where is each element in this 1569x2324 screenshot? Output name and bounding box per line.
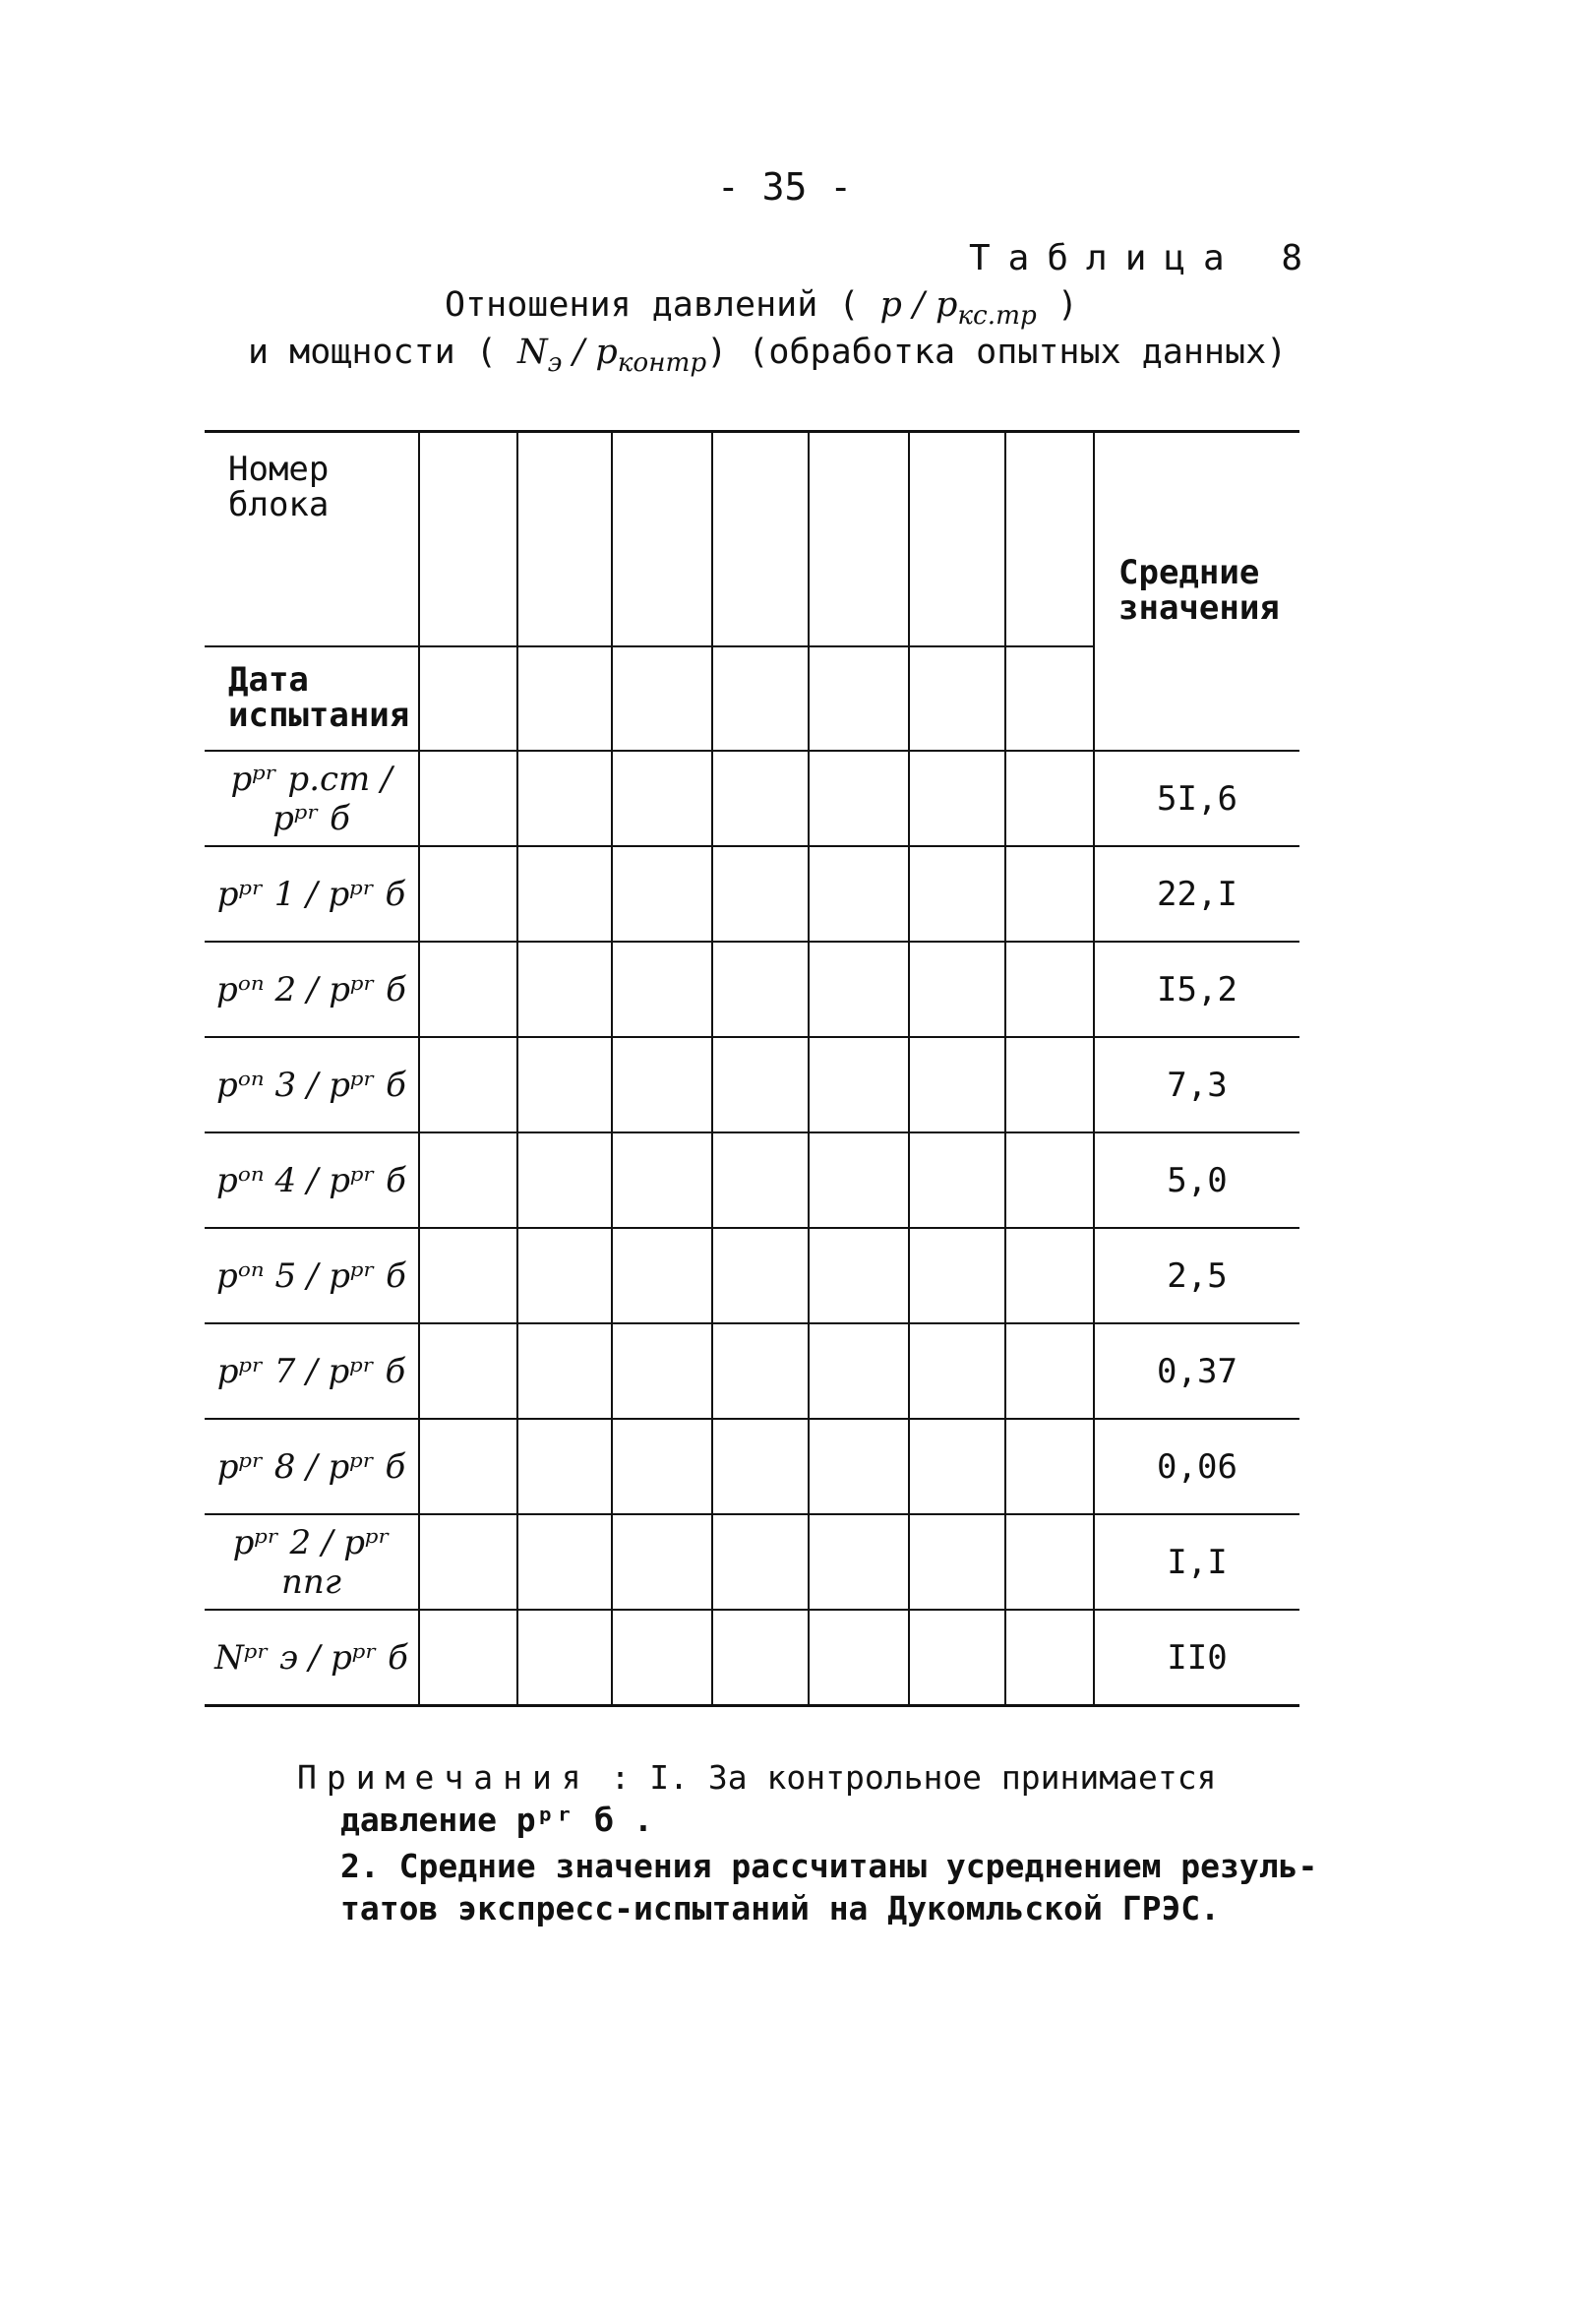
empty-cell	[712, 1419, 809, 1514]
empty-cell	[419, 1419, 517, 1514]
row-parameter: pᵒⁿ 2 / pᵖʳ б	[205, 942, 419, 1037]
row-parameter: pᵒⁿ 4 / pᵖʳ б	[205, 1132, 419, 1228]
empty-cell	[419, 1323, 517, 1419]
empty-cell	[612, 432, 712, 647]
empty-cell	[517, 432, 612, 647]
empty-cell	[909, 942, 1005, 1037]
empty-cell	[1005, 1228, 1094, 1323]
row-parameter: pᵖʳ 8 / pᵖʳ б	[205, 1419, 419, 1514]
empty-cell	[612, 751, 712, 846]
table-row	[205, 942, 1299, 1037]
table-row	[205, 751, 1299, 846]
header-row-block	[205, 432, 1299, 647]
empty-cell	[712, 1610, 809, 1706]
empty-cell	[809, 1323, 909, 1419]
row-average-value: 0,37	[1094, 1323, 1299, 1419]
table-row	[205, 1323, 1299, 1419]
empty-cell	[419, 1514, 517, 1610]
empty-cell	[712, 1037, 809, 1132]
empty-cell	[419, 1132, 517, 1228]
empty-cell	[612, 1037, 712, 1132]
row-parameter: pᵒⁿ 3 / pᵖʳ б	[205, 1037, 419, 1132]
empty-cell	[419, 846, 517, 942]
row-average-value: 5,0	[1094, 1132, 1299, 1228]
empty-cell	[909, 846, 1005, 942]
table-label: Таблица 8	[969, 238, 1321, 278]
caption-formula-subscript: контр	[617, 348, 707, 378]
empty-cell	[712, 1132, 809, 1228]
empty-cell	[1005, 751, 1094, 846]
empty-cell	[809, 432, 909, 647]
empty-cell	[419, 1228, 517, 1323]
empty-cell	[809, 1610, 909, 1706]
empty-cell	[909, 1514, 1005, 1610]
empty-cell	[712, 942, 809, 1037]
empty-cell	[517, 1419, 612, 1514]
empty-cell	[909, 646, 1005, 751]
empty-cell	[712, 846, 809, 942]
empty-cell	[612, 646, 712, 751]
note-1-text: : I. За контрольное принимается	[610, 1758, 1217, 1797]
empty-cell	[517, 1514, 612, 1610]
empty-cell	[909, 1037, 1005, 1132]
empty-cell	[1005, 646, 1094, 751]
data-table	[205, 430, 1299, 1707]
empty-cell	[1005, 1514, 1094, 1610]
empty-cell	[809, 942, 909, 1037]
empty-cell	[612, 1323, 712, 1419]
empty-cell	[1005, 1419, 1094, 1514]
empty-cell	[517, 846, 612, 942]
caption-formula: p / p	[879, 285, 958, 325]
empty-cell	[1005, 1132, 1094, 1228]
empty-cell	[419, 942, 517, 1037]
empty-cell	[419, 751, 517, 846]
empty-cell	[517, 1228, 612, 1323]
row-average-value: 0,06	[1094, 1419, 1299, 1514]
empty-cell	[809, 1132, 909, 1228]
note-2-continued: татов экспресс-испытаний на Дукомльской ГРЭС.	[340, 1889, 1221, 1927]
empty-cell	[809, 646, 909, 751]
page-number: - 35 -	[716, 165, 853, 209]
table-row	[205, 1037, 1299, 1132]
row-parameter: pᵖʳ 1 / pᵖʳ б	[205, 846, 419, 942]
empty-cell	[1005, 1323, 1094, 1419]
caption-text-end: ) (обработка опытных данных)	[706, 333, 1288, 372]
empty-cell	[517, 646, 612, 751]
empty-cell	[712, 751, 809, 846]
row-average-value: 2,5	[1094, 1228, 1299, 1323]
caption-text: Отношения давлений (	[445, 285, 860, 325]
table-row	[205, 846, 1299, 942]
empty-cell	[612, 1514, 712, 1610]
note-2: 2. Средние значения рассчитаны усреднением резуль-	[340, 1847, 1318, 1885]
empty-cell	[517, 1323, 612, 1419]
note-1-continued: давление pᵖʳ б .	[340, 1801, 653, 1839]
empty-cell	[419, 1037, 517, 1132]
row-parameter: Nᵖʳ э / pᵖʳ б	[205, 1610, 419, 1706]
empty-cell	[712, 1514, 809, 1610]
empty-cell	[419, 432, 517, 647]
empty-cell	[612, 1228, 712, 1323]
empty-cell	[1005, 942, 1094, 1037]
caption-text: и мощности (	[248, 333, 497, 372]
empty-cell	[612, 1610, 712, 1706]
note-1	[297, 1758, 1217, 1797]
empty-cell	[517, 1610, 612, 1706]
notes-heading: Примечания	[297, 1758, 591, 1797]
empty-cell	[809, 751, 909, 846]
empty-cell	[809, 846, 909, 942]
table-caption-line-1	[445, 285, 1078, 331]
table-row	[205, 1514, 1299, 1610]
empty-cell	[712, 1228, 809, 1323]
row-average-value: I5,2	[1094, 942, 1299, 1037]
table-row	[205, 1228, 1299, 1323]
header-block-number: Номер блока	[205, 432, 419, 647]
row-parameter: pᵖʳ 7 / pᵖʳ б	[205, 1323, 419, 1419]
empty-cell	[809, 1228, 909, 1323]
empty-cell	[909, 432, 1005, 647]
row-parameter: pᵖʳ р.ст / pᵖʳ б	[205, 751, 419, 846]
caption-formula-subscript: кс.тр	[957, 301, 1037, 331]
caption-text-end: )	[1056, 285, 1078, 325]
caption-formula-divisor: / p	[562, 333, 618, 372]
empty-cell	[612, 942, 712, 1037]
empty-cell	[419, 1610, 517, 1706]
empty-cell	[1005, 1037, 1094, 1132]
empty-cell	[909, 1132, 1005, 1228]
table-row	[205, 1419, 1299, 1514]
empty-cell	[517, 751, 612, 846]
table-row	[205, 1610, 1299, 1706]
empty-cell	[712, 646, 809, 751]
empty-cell	[909, 1323, 1005, 1419]
row-average-value: 7,3	[1094, 1037, 1299, 1132]
row-parameter: pᵖʳ 2 / pᵖʳ ппг	[205, 1514, 419, 1610]
empty-cell	[909, 751, 1005, 846]
caption-formula: N	[516, 333, 548, 372]
empty-cell	[712, 1323, 809, 1419]
empty-cell	[517, 942, 612, 1037]
empty-cell	[517, 1037, 612, 1132]
empty-cell	[809, 1514, 909, 1610]
empty-cell	[909, 1228, 1005, 1323]
empty-cell	[612, 846, 712, 942]
empty-cell	[419, 646, 517, 751]
empty-cell	[712, 432, 809, 647]
empty-cell	[809, 1037, 909, 1132]
caption-formula-subscript: э	[547, 348, 563, 378]
row-average-value: II0	[1094, 1610, 1299, 1706]
empty-cell	[1005, 846, 1094, 942]
row-average-value: 5I,6	[1094, 751, 1299, 846]
empty-cell	[517, 1132, 612, 1228]
empty-cell	[1005, 432, 1094, 647]
empty-cell	[909, 1419, 1005, 1514]
row-parameter: pᵒⁿ 5 / pᵖʳ б	[205, 1228, 419, 1323]
empty-cell	[612, 1132, 712, 1228]
row-average-value: 22,I	[1094, 846, 1299, 942]
empty-cell	[1005, 1610, 1094, 1706]
empty-cell	[809, 1419, 909, 1514]
empty-cell	[909, 1610, 1005, 1706]
empty-cell	[612, 1419, 712, 1514]
table-caption-line-2	[248, 333, 1287, 378]
header-average-values: Средние значения	[1094, 432, 1299, 752]
header-test-date: Дата испытания	[205, 646, 419, 751]
row-average-value: I,I	[1094, 1514, 1299, 1610]
table-row	[205, 1132, 1299, 1228]
